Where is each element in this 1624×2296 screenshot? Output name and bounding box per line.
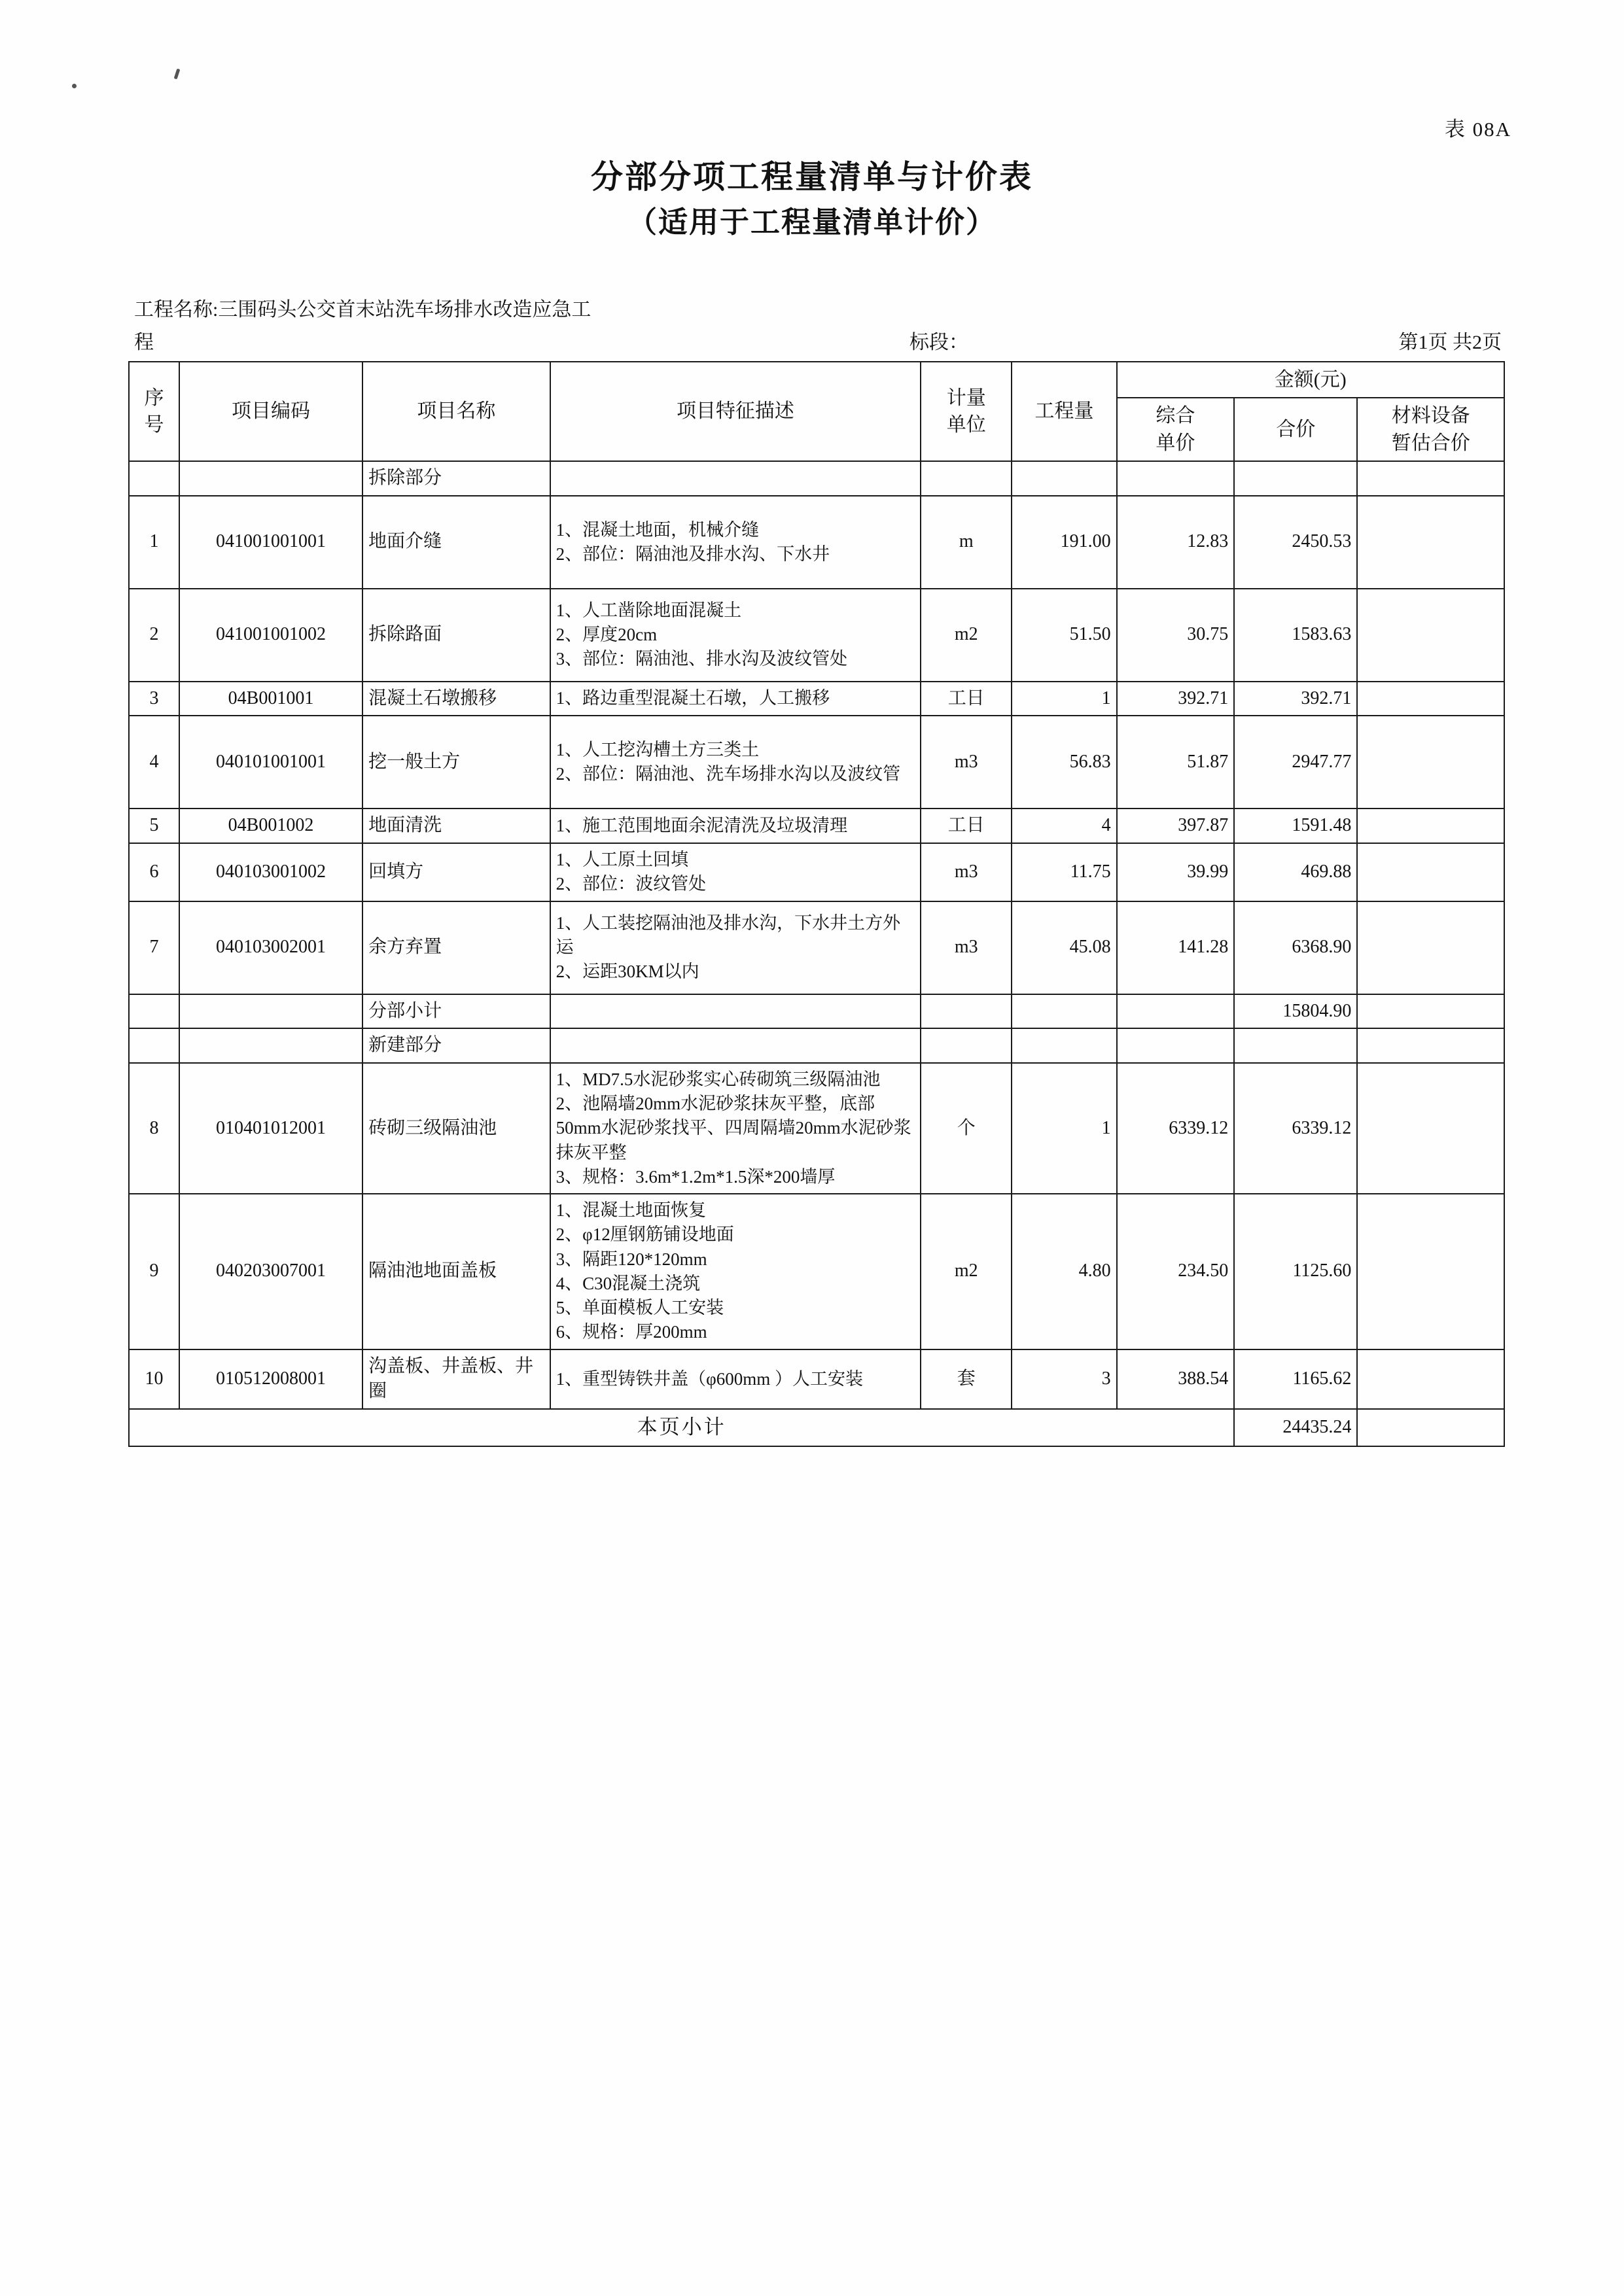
cell-seq: 1 (129, 496, 179, 589)
desc-line: 4、C30混凝土浇筑 (556, 1273, 701, 1293)
cell-unit: m3 (921, 901, 1012, 994)
cell-unit-price: 141.28 (1117, 901, 1235, 994)
cell-material (1357, 716, 1504, 809)
cell-unit: 个 (921, 1063, 1012, 1194)
cell-quantity: 1 (1012, 682, 1116, 716)
table-row (129, 589, 1504, 682)
cell-desc (550, 1349, 921, 1409)
cell-code: 040103002001 (179, 901, 362, 994)
cell-code: 010401012001 (179, 1063, 362, 1194)
cell-desc (550, 901, 921, 994)
cell-unit: m3 (921, 843, 1012, 901)
cell-unit-price: 30.75 (1117, 589, 1235, 682)
cell-name: 隔油池地面盖板 (362, 1194, 550, 1349)
cell-total: 469.88 (1234, 843, 1357, 901)
cell-name: 回填方 (362, 843, 550, 901)
header-material-line1: 材料设备 (1391, 405, 1470, 427)
desc-line: 2、运距30KM以内 (556, 962, 699, 982)
desc-line: 1、MD7.5水泥砂浆实心砖砌筑三级隔油池 (556, 1069, 881, 1089)
header-name: 项目名称 (362, 362, 550, 461)
cell-code: 041001001001 (179, 496, 362, 589)
cell-quantity: 1 (1012, 1063, 1116, 1194)
cell-name: 拆除路面 (362, 589, 550, 682)
cell-name: 余方弃置 (362, 901, 550, 994)
cell-unit-price: 388.54 (1117, 1349, 1235, 1409)
cell-quantity: 45.08 (1012, 901, 1116, 994)
cell-material (1357, 1194, 1504, 1349)
cell-total: 1165.62 (1234, 1349, 1357, 1409)
desc-line: 3、部位：隔油池、排水沟及波纹管处 (556, 649, 848, 669)
cell-seq: 5 (129, 809, 179, 843)
cell-material (1357, 994, 1504, 1029)
header-desc: 项目特征描述 (550, 362, 921, 461)
cell-name: 沟盖板、井盖板、井圈 (362, 1349, 550, 1409)
cell-name: 砖砌三级隔油池 (362, 1063, 550, 1194)
cell-unit-price: 51.87 (1117, 716, 1235, 809)
desc-line: 6、规格：厚200mm (556, 1322, 707, 1342)
table-row-section (129, 461, 1504, 496)
cell-quantity (1012, 461, 1116, 496)
cell-code (179, 1028, 362, 1063)
header-unit-price-line2: 单价 (1156, 432, 1195, 454)
cell-unit: m2 (921, 1194, 1012, 1349)
cell-seq: 4 (129, 716, 179, 809)
desc-line: 1、混凝土地面，机械介缝 (556, 519, 760, 540)
cell-seq (129, 1028, 179, 1063)
cell-unit-price (1117, 461, 1235, 496)
cell-quantity: 51.50 (1012, 589, 1116, 682)
desc-line: 1、人工挖沟槽土方三类土 (556, 740, 760, 760)
page-subtitle: （适用于工程量清单计价） (627, 206, 997, 239)
page-total-value: 24435.24 (1234, 1409, 1357, 1446)
project-name-line (134, 293, 1502, 322)
desc-line: 1、人工装挖隔油池及排水沟，下水井土方外运 (556, 913, 901, 957)
table-row-section (129, 1028, 1504, 1063)
cell-material (1357, 682, 1504, 716)
cell-unit-price: 6339.12 (1117, 1063, 1235, 1194)
header-unit-line2: 单位 (946, 414, 986, 436)
cell-material (1357, 809, 1504, 843)
header-code: 项目编码 (179, 362, 362, 461)
desc-line: 2、部位：隔油池及排水沟、下水井 (556, 544, 830, 564)
cell-name: 地面介缝 (362, 496, 550, 589)
desc-line: 1、路边重型混凝土石墩，人工搬移 (556, 688, 830, 708)
cell-code: 010512008001 (179, 1349, 362, 1409)
cell-quantity: 4 (1012, 809, 1116, 843)
ink-speck-icon (72, 84, 77, 88)
page-total-material (1357, 1409, 1504, 1446)
page-info: 第1页 共2页 (1398, 332, 1502, 353)
desc-line: 3、规格：3.6m*1.2m*1.5深*200墙厚 (556, 1166, 836, 1187)
cell-desc (550, 809, 921, 843)
cell-unit: 工日 (921, 682, 1012, 716)
cell-seq: 10 (129, 1349, 179, 1409)
bill-of-quantities-table (128, 361, 1505, 1447)
cell-quantity: 191.00 (1012, 496, 1116, 589)
table-row (129, 682, 1504, 716)
cell-name: 地面清洗 (362, 809, 550, 843)
cell-material (1357, 496, 1504, 589)
cell-code: 04B001001 (179, 682, 362, 716)
header-unit-line1: 计量 (946, 387, 986, 409)
table-header-row-1 (129, 362, 1504, 398)
cell-desc (550, 843, 921, 901)
meta-second-line (134, 326, 1502, 355)
cell-total: 6368.90 (1234, 901, 1357, 994)
cell-total: 2947.77 (1234, 716, 1357, 809)
cell-quantity: 4.80 (1012, 1194, 1116, 1349)
ink-mark-icon (174, 69, 181, 80)
cell-desc (550, 461, 921, 496)
table-row (129, 1063, 1504, 1194)
cell-unit (921, 461, 1012, 496)
header-unit-price-line1: 综合 (1156, 405, 1195, 427)
desc-line: 3、隔距120*120mm (556, 1249, 707, 1269)
cell-desc (550, 682, 921, 716)
page-total-label: 本页小计 (129, 1409, 1234, 1446)
cell-material (1357, 843, 1504, 901)
header-quantity: 工程量 (1012, 362, 1116, 461)
desc-line: 5、单面模板人工安装 (556, 1298, 724, 1318)
cell-unit: m3 (921, 716, 1012, 809)
cell-total: 1125.60 (1234, 1194, 1357, 1349)
cell-quantity: 3 (1012, 1349, 1116, 1409)
project-name-value: 三围码头公交首末站洗车场排水改造应急工 (218, 299, 591, 321)
cell-unit: m2 (921, 589, 1012, 682)
form-code: 表 08A (1444, 118, 1511, 141)
desc-line: 2、φ12厘钢筋铺设地面 (556, 1225, 734, 1245)
header-material (1357, 398, 1504, 461)
desc-line: 1、人工凿除地面混凝土 (556, 600, 742, 620)
cell-code: 041001001002 (179, 589, 362, 682)
section-label: 标段： (909, 332, 968, 353)
cell-unit-price: 397.87 (1117, 809, 1235, 843)
title-block (0, 156, 1624, 243)
cell-code (179, 994, 362, 1029)
cell-total (1234, 1028, 1357, 1063)
desc-line: 1、重型铸铁井盖（φ600mm ）人工安装 (556, 1368, 863, 1389)
desc-line: 1、混凝土地面恢复 (556, 1200, 707, 1221)
cell-material (1357, 1349, 1504, 1409)
cell-unit-price: 39.99 (1117, 843, 1235, 901)
cell-seq: 3 (129, 682, 179, 716)
cell-seq: 9 (129, 1194, 179, 1349)
header-seq: 序号 (129, 362, 179, 461)
cell-unit-price (1117, 994, 1235, 1029)
desc-line: 1、人工原土回填 (556, 850, 689, 870)
desc-line: 2、部位：波纹管处 (556, 874, 707, 894)
cell-seq (129, 994, 179, 1029)
cell-quantity (1012, 1028, 1116, 1063)
cell-total: 1591.48 (1234, 809, 1357, 843)
header-unit (921, 362, 1012, 461)
cell-total: 2450.53 (1234, 496, 1357, 589)
cell-seq: 6 (129, 843, 179, 901)
cell-unit (921, 994, 1012, 1029)
desc-line: 2、厚度20cm (556, 625, 658, 645)
table-row (129, 496, 1504, 589)
table-row (129, 1194, 1504, 1349)
cell-quantity: 56.83 (1012, 716, 1116, 809)
table-row (129, 809, 1504, 843)
cell-unit-price: 392.71 (1117, 682, 1235, 716)
cell-code: 040203007001 (179, 1194, 362, 1349)
cell-unit-price (1117, 1028, 1235, 1063)
table-row (129, 1349, 1504, 1409)
cell-desc (550, 994, 921, 1029)
table-row (129, 716, 1504, 809)
page-title: 分部分项工程量清单与计价表 (590, 159, 1033, 195)
cell-quantity (1012, 994, 1116, 1029)
cell-code: 040101001001 (179, 716, 362, 809)
header-total: 合价 (1234, 398, 1357, 461)
project-name-label: 工程名称: (134, 299, 219, 321)
header-amount-group: 金额(元) (1117, 362, 1504, 398)
cell-subtotal-label: 分部小计 (362, 994, 550, 1029)
cell-desc (550, 1028, 921, 1063)
cell-seq: 8 (129, 1063, 179, 1194)
cell-total (1234, 461, 1357, 496)
cell-subtotal-total: 15804.90 (1234, 994, 1357, 1029)
cell-unit: m (921, 496, 1012, 589)
cell-desc (550, 589, 921, 682)
cell-unit-price: 234.50 (1117, 1194, 1235, 1349)
header-material-line2: 暂估合价 (1391, 432, 1470, 454)
meta-block (134, 293, 1502, 355)
cell-section-name: 新建部分 (362, 1028, 550, 1063)
table-row-subtotal (129, 994, 1504, 1029)
cell-total: 392.71 (1234, 682, 1357, 716)
header-unit-price (1117, 398, 1235, 461)
cell-code (179, 461, 362, 496)
cell-desc (550, 1063, 921, 1194)
cell-material (1357, 901, 1504, 994)
cell-material (1357, 461, 1504, 496)
cell-code: 040103001002 (179, 843, 362, 901)
cell-desc (550, 1194, 921, 1349)
cell-total: 1583.63 (1234, 589, 1357, 682)
cell-name: 挖一般土方 (362, 716, 550, 809)
cell-unit-price: 12.83 (1117, 496, 1235, 589)
cell-total: 6339.12 (1234, 1063, 1357, 1194)
cell-desc (550, 496, 921, 589)
desc-line: 1、施工范围地面余泥清洗及垃圾清理 (556, 816, 848, 836)
desc-line: 2、部位：隔油池、洗车场排水沟以及波纹管 (556, 764, 901, 784)
cell-seq (129, 461, 179, 496)
project-name-wrap: 程 (134, 332, 154, 353)
cell-seq: 7 (129, 901, 179, 994)
cell-material (1357, 1028, 1504, 1063)
cell-unit: 工日 (921, 809, 1012, 843)
cell-section-name: 拆除部分 (362, 461, 550, 496)
cell-unit: 套 (921, 1349, 1012, 1409)
desc-line: 2、池隔墙20mm水泥砂浆抹灰平整，底部50mm水泥砂浆找平、四周隔墙20mm水泥砂浆抹灰平整 (556, 1094, 911, 1162)
table-row-page-total (129, 1409, 1504, 1446)
cell-name: 混凝土石墩搬移 (362, 682, 550, 716)
cell-seq: 2 (129, 589, 179, 682)
cell-code: 04B001002 (179, 809, 362, 843)
table-row (129, 843, 1504, 901)
table-row (129, 901, 1504, 994)
cell-unit (921, 1028, 1012, 1063)
cell-quantity: 11.75 (1012, 843, 1116, 901)
cell-material (1357, 1063, 1504, 1194)
cell-material (1357, 589, 1504, 682)
cell-desc (550, 716, 921, 809)
